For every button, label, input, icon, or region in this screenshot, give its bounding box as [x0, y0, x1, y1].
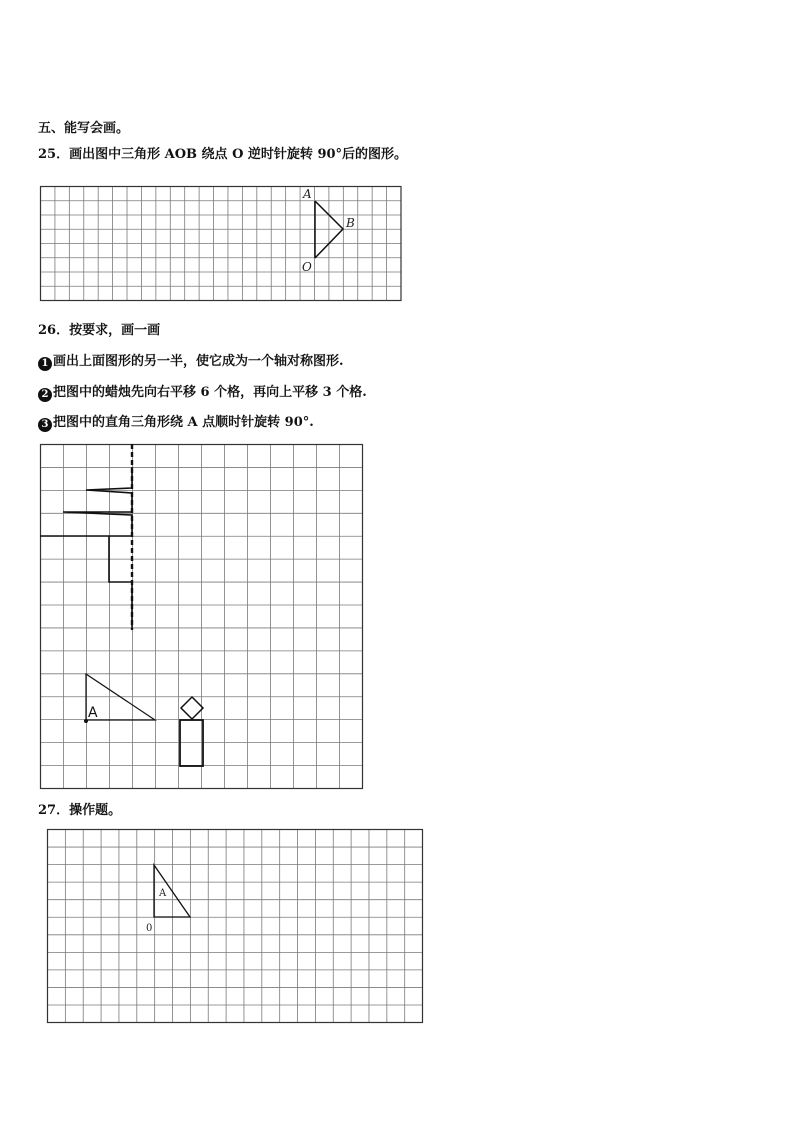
q26-item-2-number: 2: [38, 388, 52, 402]
q26-item-3-text: 把图中的直角三角形绕 A 点顺时针旋转 90°.: [53, 415, 314, 430]
q26-candle-body: [180, 720, 203, 766]
q26-item-3-number: 3: [38, 418, 52, 432]
q25-text: 25．画出图中三角形 AOB 绕点 O 逆时针旋转 90°后的图形。: [38, 147, 408, 162]
q27-label-a: A: [159, 888, 167, 899]
q26-item-2-text: 把图中的蜡烛先向右平移 6 个格，再向上平移 3 个格.: [53, 385, 367, 400]
q26-title: 26．按要求，画一画: [38, 323, 161, 338]
q25-figure: [40, 183, 402, 303]
q26-item-3: [38, 415, 314, 432]
q25-label-o: O: [302, 260, 312, 274]
section-title: 五、能写会画。: [38, 121, 130, 136]
q26-item-1-text: 画出上面图形的另一半，使它成为一个轴对称图形.: [53, 354, 344, 369]
q25-grid: [41, 187, 402, 301]
q27-title: 27．操作题。: [38, 803, 122, 818]
q26-half-tree: [40, 467, 132, 628]
q26-item-2: [38, 385, 367, 402]
q26-item-1-number: 1: [38, 357, 52, 371]
q27-grid-border: [48, 830, 423, 1023]
q26-candle-flame: [181, 697, 203, 719]
q27-figure: [47, 829, 424, 1024]
q27-label-o: 0: [146, 923, 153, 934]
q26-item-1: [38, 354, 344, 371]
q26-grid: [41, 445, 363, 789]
q26-figure: [40, 444, 364, 790]
q27-grid: [48, 830, 423, 1023]
q25-label-b: B: [346, 216, 355, 230]
q25-label-a: A: [303, 187, 312, 201]
q26-label-a: A: [88, 705, 98, 721]
